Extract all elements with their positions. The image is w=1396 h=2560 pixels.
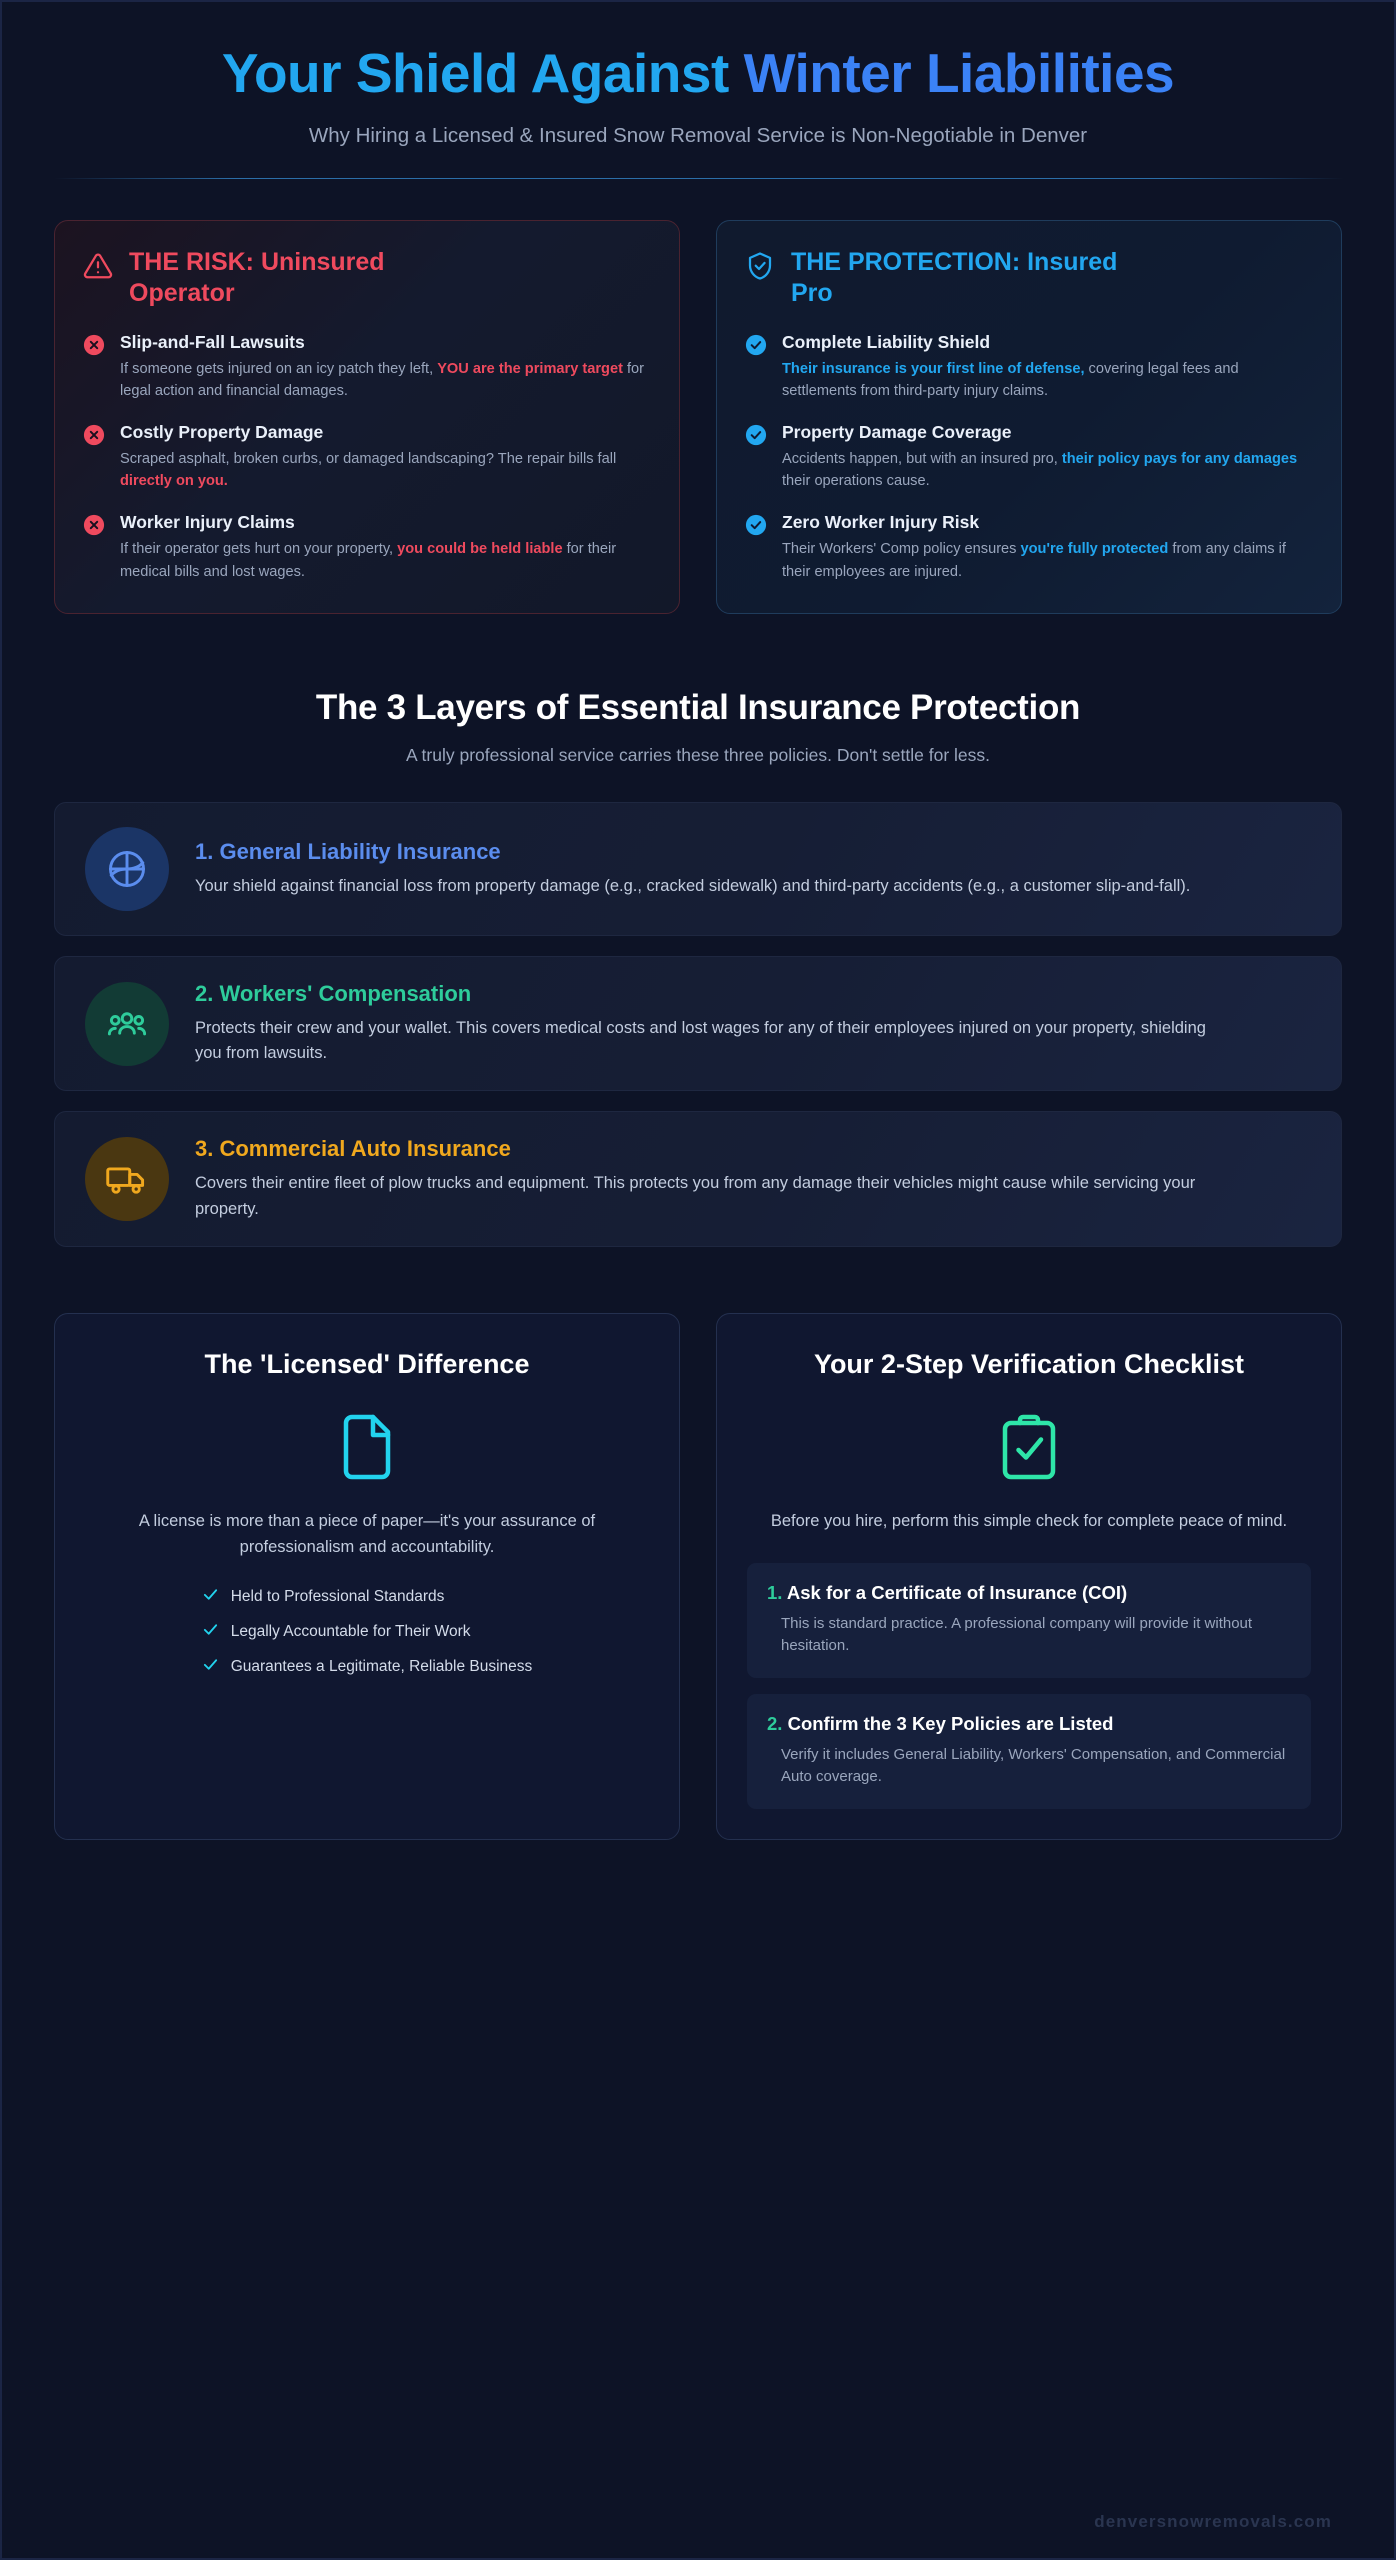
layer-item-workers-comp xyxy=(54,956,1342,1091)
risk-item-text: If someone gets injured on an icy patch they left, YOU are the primary target for legal action and financial damages. xyxy=(120,360,645,400)
x-circle-icon xyxy=(83,514,105,541)
layer-text: Your shield against financial loss from property damage (e.g., cracked sidewalk) and third-party accidents (e.g., a customer slip-and-fall). xyxy=(195,877,1191,896)
check-icon xyxy=(202,1656,219,1678)
layers-section-subtitle: A truly professional service carries these three policies. Don't settle for less. xyxy=(405,745,990,766)
protection-panel xyxy=(716,220,1342,614)
checklist-step-text: This is standard practice. A professional company will provide it without hesitation. xyxy=(781,1614,1253,1655)
protection-panel-title: THE PROTECTION: Insured Pro xyxy=(791,248,1118,308)
protection-item-text: Their insurance is your first line of defense, covering legal fees and settlements from third-party injury claims. xyxy=(782,360,1239,400)
checklist-step-text: Verify it includes General Liability, Workers' Compensation, and Commercial Auto coverage. xyxy=(781,1745,1286,1786)
document-icon xyxy=(85,1411,649,1483)
checklist-step-title: 2. Confirm the 3 Key Policies are Listed xyxy=(767,1712,1114,1734)
license-check-row xyxy=(202,1656,533,1678)
checklist-steps xyxy=(747,1563,1311,1809)
layers-list xyxy=(54,802,1342,1246)
risk-panel-header xyxy=(83,247,651,310)
risk-item xyxy=(83,512,651,583)
risk-item-list xyxy=(83,332,651,584)
risk-item-title: Slip-and-Fall Lawsuits xyxy=(120,331,305,352)
protection-item xyxy=(745,332,1313,403)
license-check-label: Held to Professional Standards xyxy=(230,1588,445,1606)
x-circle-icon xyxy=(83,334,105,361)
protection-item-title: Complete Liability Shield xyxy=(782,331,991,352)
check-circle-icon xyxy=(745,334,767,361)
license-card-text: A license is more than a piece of paper—it's your assurance of professionalism and accountability. xyxy=(138,1512,596,1556)
check-circle-icon xyxy=(745,514,767,541)
check-icon xyxy=(202,1586,219,1608)
page-title-part1: Your Shield Against xyxy=(221,42,744,104)
page-title-part2: Winter Liabilities xyxy=(743,42,1175,104)
layers-section-title: The 3 Layers of Essential Insurance Protection xyxy=(315,688,1081,728)
protection-panel-header xyxy=(745,247,1313,310)
layers-section-header xyxy=(54,688,1342,766)
license-check-list xyxy=(202,1586,533,1678)
checklist-card xyxy=(716,1313,1342,1840)
license-check-label: Guarantees a Legitimate, Reliable Business xyxy=(230,1658,533,1676)
risk-item-title: Costly Property Damage xyxy=(120,421,324,442)
protection-item-list xyxy=(745,332,1313,584)
warning-triangle-icon xyxy=(83,251,113,286)
checklist-card-text: Before you hire, perform this simple check for complete peace of mind. xyxy=(770,1512,1288,1531)
page-header xyxy=(54,28,1342,179)
protection-item xyxy=(745,512,1313,583)
license-check-label: Legally Accountable for Their Work xyxy=(230,1623,471,1641)
risk-panel xyxy=(54,220,680,614)
page-subtitle: Why Hiring a Licensed & Insured Snow Removal Service is Non-Negotiable in Denver xyxy=(308,124,1088,148)
layer-text: Covers their entire fleet of plow trucks and equipment. This protects you from any damage their vehicles might cause while servicing your property. xyxy=(195,1174,1196,1218)
people-group-icon xyxy=(85,982,169,1066)
checklist-card-title: Your 2-Step Verification Checklist xyxy=(813,1348,1245,1379)
risk-protection-row xyxy=(54,220,1342,614)
protection-item-text: Accidents happen, but with an insured pro, their policy pays for any damages their operations cause. xyxy=(782,450,1298,490)
layer-item-commercial-auto xyxy=(54,1111,1342,1246)
page-title xyxy=(123,42,1273,104)
layer-title: 3. Commercial Auto Insurance xyxy=(195,1136,511,1162)
header-divider xyxy=(54,178,1344,179)
x-circle-icon xyxy=(83,424,105,451)
risk-item-text: Scraped asphalt, broken curbs, or damaged landscaping? The repair bills fall directly on you. xyxy=(120,450,617,490)
checklist-step xyxy=(747,1563,1311,1678)
risk-item-text: If their operator gets hurt on your property, you could be held liable for their medical bills and lost wages. xyxy=(120,541,617,580)
protection-item xyxy=(745,422,1313,493)
check-circle-icon xyxy=(745,424,767,451)
layer-text: Protects their crew and your wallet. This covers medical costs and lost wages for any of their employees injured on your property, shielding you from lawsuits. xyxy=(195,1019,1206,1063)
bottom-cards-row xyxy=(54,1313,1342,1880)
clipboard-check-icon xyxy=(747,1411,1311,1483)
layer-item-general-liability xyxy=(54,802,1342,936)
layer-title: 2. Workers' Compensation xyxy=(195,981,472,1007)
truck-icon xyxy=(85,1137,169,1221)
license-check-row xyxy=(202,1621,533,1643)
risk-item-title: Worker Injury Claims xyxy=(120,512,295,533)
license-check-row xyxy=(202,1586,533,1608)
checklist-step-title: 1. Ask for a Certificate of Insurance (COI) xyxy=(767,1581,1128,1603)
risk-item xyxy=(83,422,651,493)
license-card-title: The 'Licensed' Difference xyxy=(204,1348,530,1379)
protection-item-title: Zero Worker Injury Risk xyxy=(782,512,980,533)
umbrella-shield-icon xyxy=(85,827,169,911)
protection-item-text: Their Workers' Comp policy ensures you're fully protected from any claims if their employees are injured. xyxy=(782,541,1286,580)
risk-panel-title: THE RISK: Uninsured Operator xyxy=(129,248,385,308)
checklist-step-number: 1. xyxy=(767,1581,783,1603)
risk-item xyxy=(83,332,651,403)
protection-item-title: Property Damage Coverage xyxy=(782,421,1012,442)
license-card xyxy=(54,1313,680,1840)
check-icon xyxy=(202,1621,219,1643)
site-watermark: denversnowremovals.com xyxy=(1094,2512,1332,2531)
layer-title: 1. General Liability Insurance xyxy=(195,839,501,865)
checklist-step-number: 2. xyxy=(767,1712,783,1734)
shield-check-icon xyxy=(745,251,775,286)
checklist-step xyxy=(747,1694,1311,1809)
